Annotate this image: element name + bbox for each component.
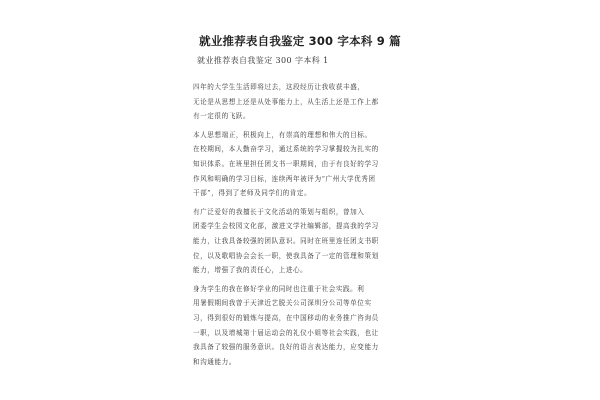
document-subtitle: 就业推荐表自我鉴定 300 字本科 1 [197, 56, 329, 65]
paragraph-line: 一职，以及增城第十届运动会的礼仪小姐等社会实践，也让 [193, 328, 379, 337]
paragraph-line: 能力，让我具备较强的团队意识。同时在班里连任团支书职 [193, 236, 379, 245]
paragraph-line: 用暑假期间我曾于天津近艺脱关公司深圳分公司等单位实 [193, 299, 372, 308]
paragraph-line: 位，以及歌唱协会会长一职，使我具备了一定的管理和策划 [193, 251, 379, 260]
paragraph-line: 有一定很的飞跃。 [193, 112, 251, 121]
paragraph-line: 团委学生会校园文化部，激进文学社编辑部，提高我的学习 [193, 222, 379, 231]
paragraph-line: 本人思想端正，积极向上，有崇高的理想和伟大的目标。 [193, 130, 372, 139]
paragraph-line: 和沟通能力。 [193, 357, 236, 366]
paragraph [193, 282, 415, 370]
paragraph-line: 四年的大学生生活即将过去，这段经历让我收获丰盛， [193, 83, 365, 91]
paragraph-line: 有广泛爱好的我擅长于文化活动的策划与组织，曾加入 [193, 207, 365, 216]
paragraph-line: 在校期间，本人勤奋学习，通过系统的学习掌握较为扎实的 [193, 145, 379, 154]
paragraph-line: 无论是从思想上还是从处事能力上，从生活上还是工作上都 [193, 97, 379, 106]
document-body [193, 80, 415, 369]
paragraph-line: 知识体系。在班里担任团支书一职期间，由于有良好的学习 [193, 159, 379, 168]
paragraph-line: 我具备了较强的服务意识。良好的语言表达能力，应变能力 [193, 343, 379, 352]
paragraph-line: 作风和明确的学习目标，连续两年被评为“广州大学优秀团 [193, 174, 376, 183]
paragraph-line: 能力，增强了我的责任心，上进心。 [193, 266, 308, 275]
paragraph [193, 80, 415, 124]
document-title: 就业推荐表自我鉴定 300 字本科 9 篇 [199, 34, 401, 48]
paragraph [193, 205, 415, 278]
paragraph-line: 身为学生的我在修好学业的同时也注重于社会实践。利 [193, 284, 365, 293]
paragraph-line: 干部”，得到了老师及同学们的肯定。 [193, 189, 312, 198]
paragraph [193, 128, 415, 201]
paragraph-line: 习，得到很好的锻炼与提高，在中国移动的业务推广咨询员 [193, 313, 379, 322]
